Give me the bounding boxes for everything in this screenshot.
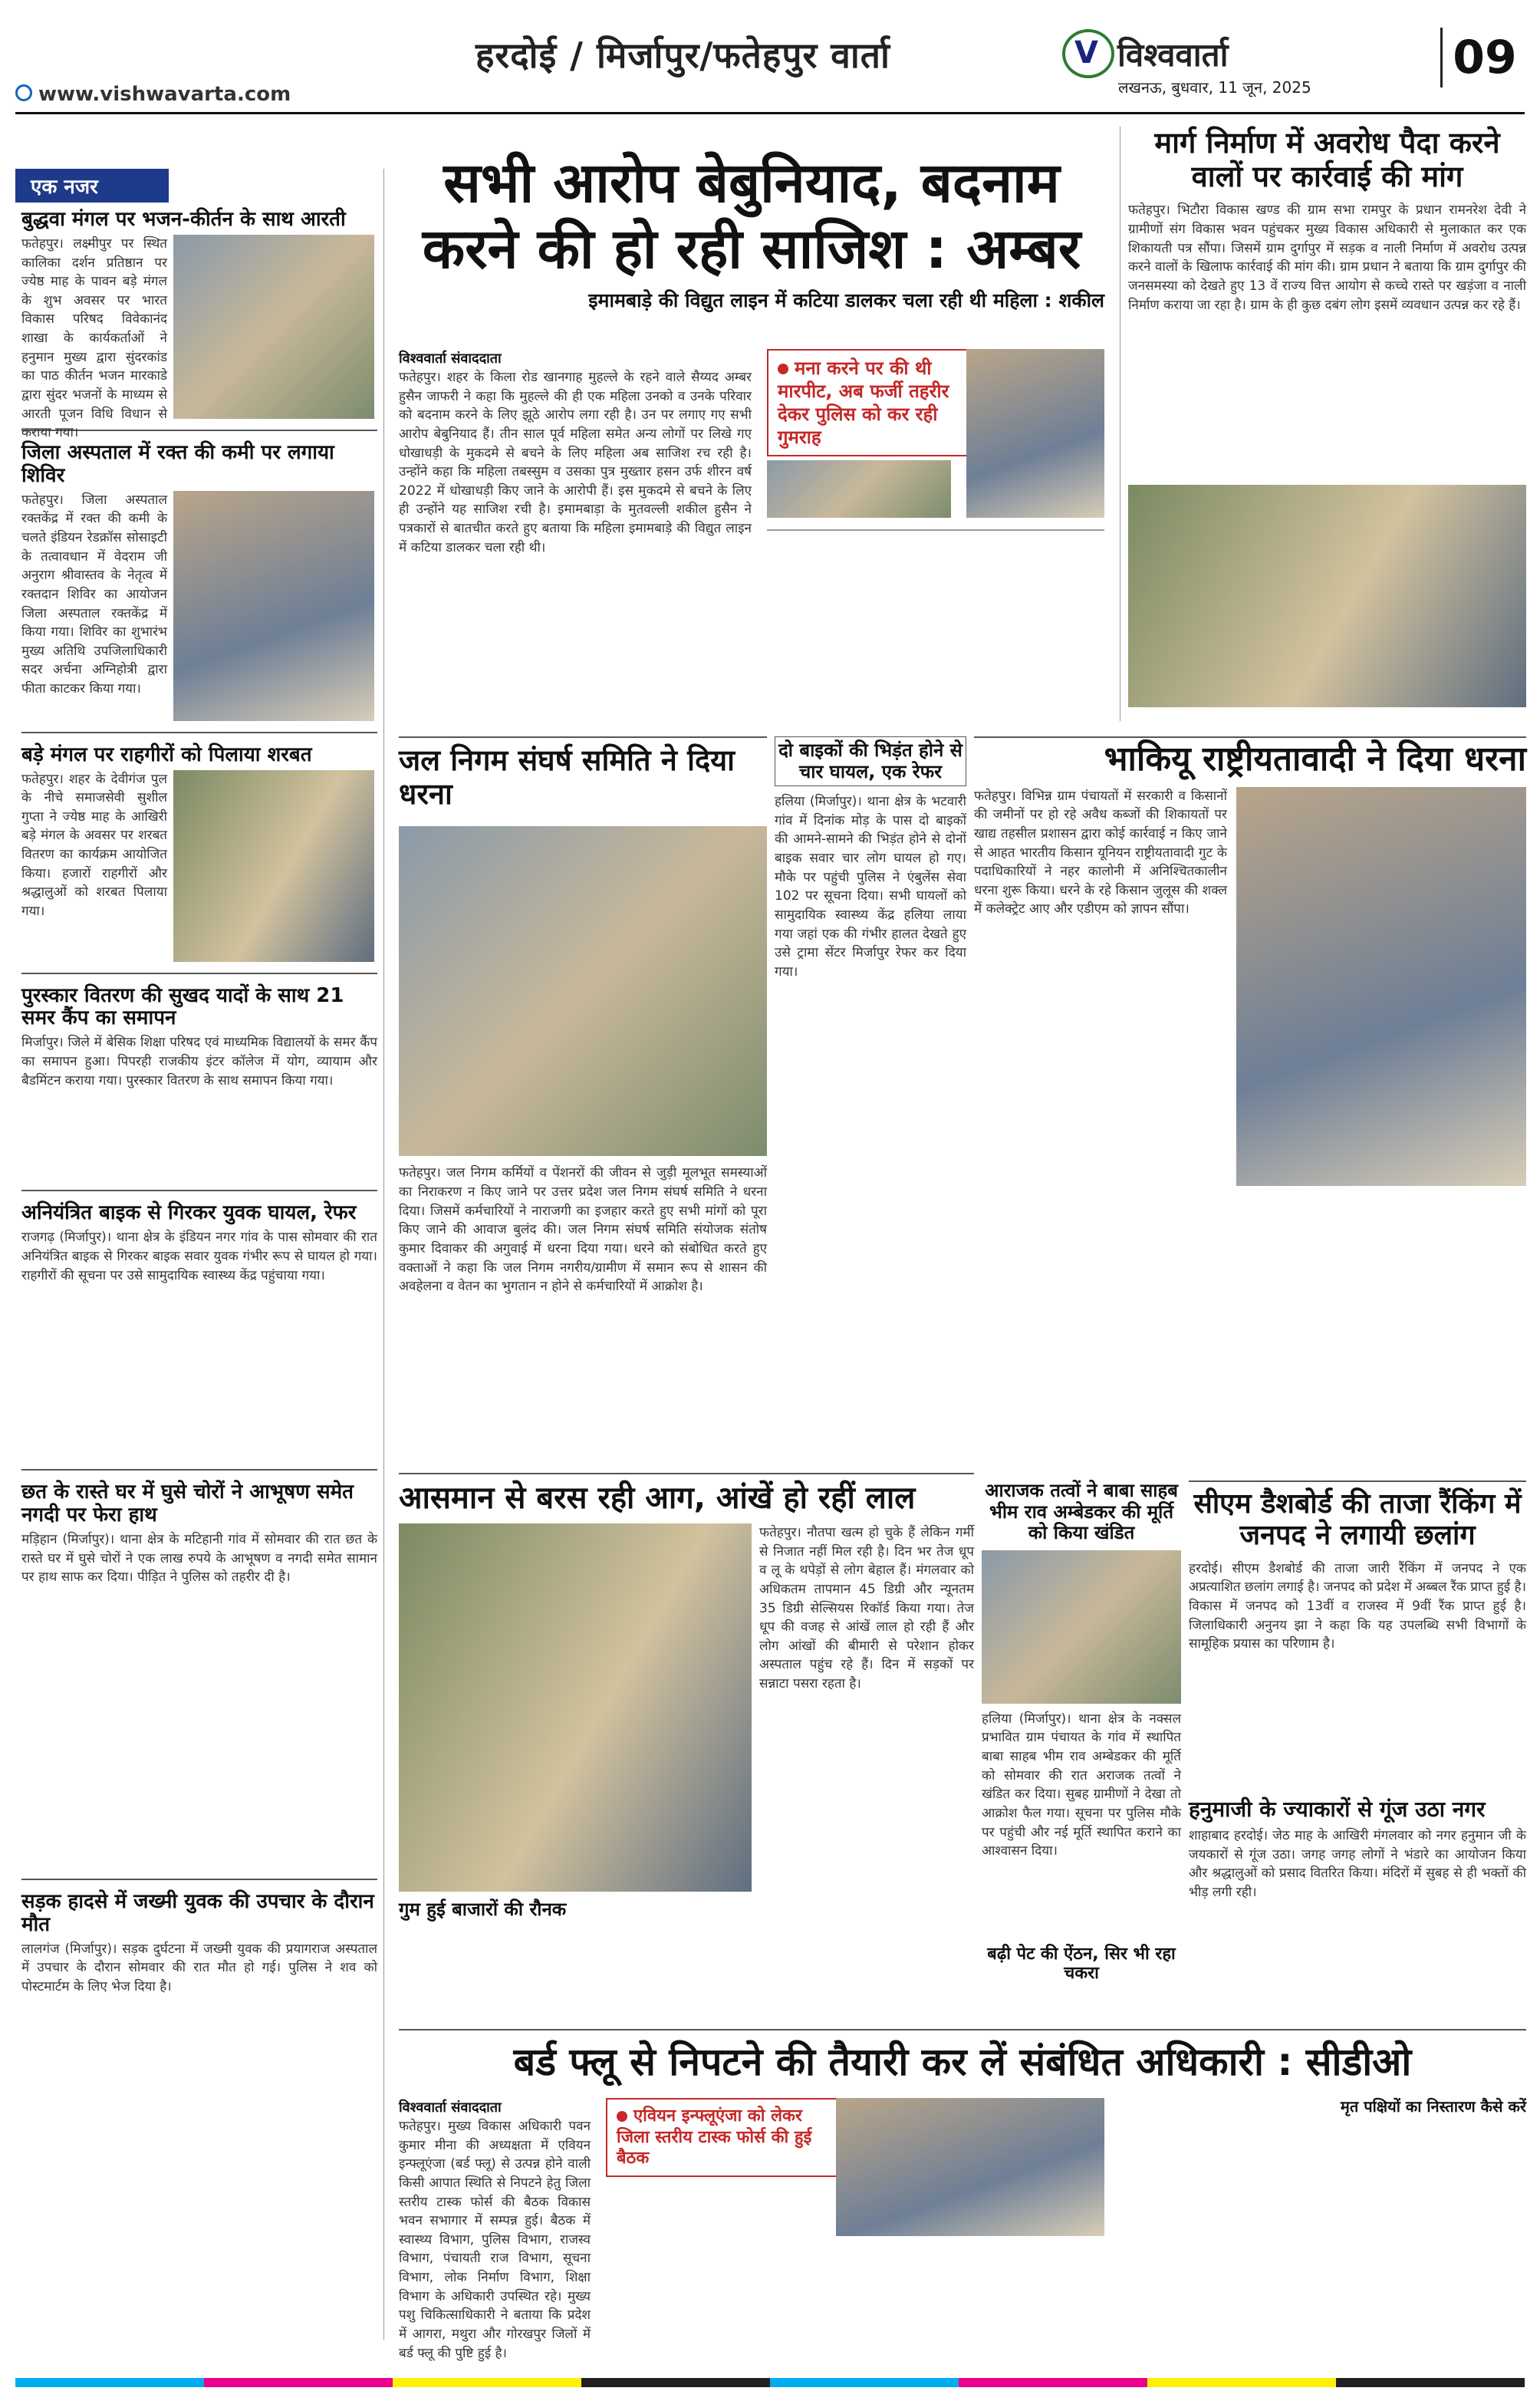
statue-text: हलिया (मिर्जापुर)। थाना क्षेत्र के नक्सल प्रभावित ग्राम पंचायत के गांव में स्थापित बाबा साहब भीम राव अम्बेडकर की मूर्ति को सोमवार की रात अराजक तत्वों ने खंडित कर दिया। सुबह ग्रामीणों ने देखा तो आक्रोश फैल गया। सूचना पर पुलिस मौके पर पहुंची और नई मूर्ति स्थापित कराने का आश्वासन दिया। bbox=[982, 1711, 1181, 1859]
color-swatch bbox=[581, 2378, 770, 2387]
divider bbox=[21, 1879, 377, 1880]
sidebar-story-text: राजगढ़ (मिर्जापुर)। थाना क्षेत्र के इंडियन नगर गांव के पास सोमवार की रात अनियंत्रित बाइक से गिरकर बाइक सवार युवक गंभीर रूप से घायल हो गया। राहगीरों की सूचना पर उसे सामुदायिक स्वास्थ्य केंद्र पहुंचाया गया। bbox=[21, 1230, 377, 1283]
sidebar-column bbox=[15, 169, 384, 2340]
website-icon bbox=[15, 84, 32, 101]
divider bbox=[21, 1190, 377, 1191]
accident-story bbox=[775, 736, 966, 1467]
lead-photo-shakil bbox=[767, 460, 951, 518]
brand-name: विश्ववार्ता bbox=[1117, 36, 1229, 74]
page-section-title: हरदोई / मिर्जापुर/फतेहपुर वार्ता bbox=[475, 35, 890, 76]
heat-photo bbox=[399, 1523, 752, 1892]
sidebar-headline: पुरस्कार वितरण की सुखद यादों के साथ 21 समर कैंप का समापन bbox=[21, 983, 344, 1030]
sidebar-story-text: फतेहपुर। जिला अस्पताल रक्तकेंद्र में रक्त की कमी के चलते इंडियन रेडक्रॉस सोसाइटी के तत्वावधान में वेदराम जी अनुराग श्रीवास्तव के नेतृत्व में रक्तदान शिविर का आयोजन जिला अस्पताल रक्तकेंद्र में किया गया। शिविर का शुभारंभ मुख्य अतिथि उपजिलाधिकारी सदर अर्चना अग्निहोत्री द्वारा फीता काटकर किया गया। bbox=[21, 492, 167, 697]
divider bbox=[399, 1473, 974, 1474]
accident-headline: दो बाइकों की भिड़ंत होने से चार घायल, एक रेफर bbox=[775, 736, 966, 786]
sidebar-headline: अनियंत्रित बाइक से गिरकर युवक घायल, रेफर bbox=[21, 1201, 357, 1225]
sidebar-story-text: मिर्जापुर। जिले में बेसिक शिक्षा परिषद एवं माध्यमिक विद्यालयों के समर कैंप का समापन हुआ। पिपरही राजकीय इंटर कॉलेज में योग, व्यायाम और बैडमिंटन कराया गया। पुरस्कार वितरण के साथ समापन किया गया। bbox=[21, 1035, 377, 1089]
birdflu-subhead: मृत पक्षियों का निस्तारण कैसे करें bbox=[1340, 2097, 1526, 2116]
road-photo-villagers bbox=[1128, 485, 1526, 707]
bku-story bbox=[974, 740, 1526, 1186]
divider bbox=[399, 2029, 1526, 2030]
sidebar-headline: छत के रास्ते घर में घुसे चोरों ने आभूषण समेत नगदी पर फेरा हाथ bbox=[21, 1480, 354, 1527]
statue-headline: आराजक तत्वों ने बाबा साहब भीम राव अम्बेडकर की मूर्ति को किया खंडित bbox=[985, 1480, 1178, 1544]
bku-headline: भाकियू राष्ट्रीयतावादी ने दिया धरना bbox=[1104, 739, 1526, 779]
color-swatch bbox=[15, 2378, 204, 2387]
lead-text: फतेहपुर। शहर के किला रोड खानगाह मुहल्ले के रहने वाले सैय्यद अम्बर हुसैन जाफरी ने कहा कि मुहल्ले की ही एक महिला उनको व उनके परिवार को बदनाम करने के लिए झूठे आरोप लगा रही है। उन पर लगाए गए सभी आरोप बेबुनियाद हैं। तीन साल पूर्व महिला समेत अन्य लोगों पर लिखे गए धोखाधड़ी के मुकदमे से बचने के लिए महिला अब साजिश रच रही है। उन्होंने कहा कि महिला तबस्सुम व उसका पुत्र मुख्तार हसन उर्फ शीरन वर्ष 2022 में धोखाधड़ी किए जाने के आरोपी हैं। इस मुकदमे से बचने के लिए ही उन्होंने यह साजिश रची है। इमामबाड़ा के मुतवल्ली शकील हुसैन ने पत्रकारों से बातचीत करते हुए बताया कि महिला इमामबाड़े की विद्युत लाइन में कटिया डालकर चला रही थी। bbox=[399, 370, 752, 555]
birdflu-kicker: एवियन इन्फ्लूएंजा को लेकर जिला स्तरीय टास्क फोर्स की हुई बैठक bbox=[606, 2098, 842, 2177]
sidebar-story-text: फतेहपुर। शहर के देवीगंज पुल के नीचे समाजसेवी सुशील गुप्ता ने ज्येष्ठ माह के आखिरी बड़े मंगल के अवसर पर शरबत वितरण का कार्यक्रम आयोजित किया। हजारों राहगीरों और श्रद्धालुओं को शरबत पिलाया गया। bbox=[21, 771, 167, 920]
road-headline: मार्ग निर्माण में अवरोध पैदा करने वालों पर कार्रवाई की मांग bbox=[1154, 126, 1500, 193]
color-swatch bbox=[1147, 2378, 1336, 2387]
page-number: 09 bbox=[1440, 28, 1527, 87]
dateline: लखनऊ, बुधवार, 11 जून, 2025 bbox=[1118, 78, 1311, 97]
lead-subhead: इमामबाड़े की विद्युत लाइन में कटिया डालकर चला रही थी महिला : शकील bbox=[588, 288, 1104, 311]
road-story bbox=[1120, 127, 1526, 721]
divider bbox=[399, 736, 767, 738]
color-swatch bbox=[204, 2378, 393, 2387]
bullet-icon bbox=[617, 2111, 627, 2122]
hanuman-headline: हनुमाजी के ज्याकारों से गूंज उठा नगर bbox=[1189, 1796, 1486, 1822]
sidebar-photo-sharbat bbox=[173, 770, 374, 962]
divider bbox=[974, 736, 1526, 738]
header-rule bbox=[15, 112, 1525, 114]
dharna-text: फतेहपुर। जल निगम कर्मियों व पेंशनरों की जीवन से जुड़ी मूलभूत समस्याओं का निराकरण न किए जाने पर उत्तर प्रदेश जल निगम संघर्ष समिति ने धरना दिया। जिसमें कर्मचारियों ने नाराजगी का इजहार करते हुए सभी मांगों को पूरा किए जाने की आवाज बुलंद की। जल निगम संघर्ष समिति संयोजक संतोष कुमार दिवाकर की अगुवाई में धरना दिया गया। धरने को संबोधित करते हुए वक्ताओं ने कहा कि जल निगम नगरीय/ग्रामीण में समान रूप से शासन की अवहेलना व वेतन का भुगतान न होने से कर्मचारियों में आक्रोश है। bbox=[399, 1165, 767, 1295]
sidebar-photo-blood-camp bbox=[173, 491, 374, 721]
divider bbox=[21, 1469, 377, 1471]
dharna-headline: जल निगम संघर्ष समिति ने दिया धरना bbox=[399, 743, 735, 811]
sidebar-headline: बुद्धवा मंगल पर भजन-कीर्तन के साथ आरती bbox=[21, 208, 346, 231]
statue-story bbox=[982, 1480, 1181, 1983]
sidebar-headline: बड़े मंगल पर राहगीरों को पिलाया शरबत bbox=[21, 743, 312, 766]
sidebar-photo-bhajan bbox=[173, 235, 374, 419]
birdflu-photo bbox=[836, 2098, 1104, 2236]
bullet-icon bbox=[778, 364, 788, 374]
sidebar-story-text: फतेहपुर। लक्ष्मीपुर पर स्थित कालिका दर्शन प्रतिष्ठान पर ज्येष्ठ माह के पावन बड़े मंगल के शुभ अवसर पर भारत विकास परिषद विवेकानंद शाखा के कार्यकर्ताओं ने हनुमान मुख्य द्वारा सुंदरकांड का पाठ कीर्तन भजन मारकाडे द्वारा सुंदर भजनों के माध्यम से आरती पूजन विधि विधान से कराया गया। bbox=[21, 235, 167, 441]
color-swatch bbox=[959, 2378, 1147, 2387]
birdflu-headline: बर्ड फ्लू से निपटने की तैयारी कर लें संबंधित अधिकारी : सीडीओ bbox=[513, 2040, 1412, 2084]
birdflu-right bbox=[1120, 2098, 1526, 2116]
logo-v-icon: V bbox=[1062, 29, 1114, 78]
cm-text: हरदोई। सीएम डैशबोर्ड की ताजा जारी रैंकिंग में जनपद ने एक अप्रत्याशित छलांग लगाई है। जनपद को प्रदेश में अब्बल रैंक प्राप्त हुई है। विकास में जनपद को 13वीं व राजस्व में 9वीं रैंक प्राप्त हुई है। जिलाधिकारी अनुनय झा ने कहा कि यह उपलब्धि सभी विभागों के सामूहिक प्रयास का परिणाम है। bbox=[1189, 1560, 1526, 1652]
bku-text: फतेहपुर। विभिन्न ग्राम पंचायतों में सरकारी व किसानों की जमीनों पर हो रहे अवैध कब्जों की शिकायतों पर खाद्य तहसील प्रशासन द्वारा कोई कार्रवाई न किए जाने से आहत भारतीय किसान यूनियन राष्ट्रीयतावादी गुट के पदाधिकारियों ने नहर कालोनी में अनिश्चितकालीन धरना शुरू किया। धरने के रहे किसान जुलूस की शक्ल में कलेक्ट्रेट आए और एडीएम को ज्ञापन सौंपा। bbox=[974, 788, 1227, 917]
heat-subhead: गुम हुई बाजारों की रौनक bbox=[399, 1899, 567, 1920]
sidebar-headline: जिला अस्पताल में रक्त की कमी पर लगाया शिविर bbox=[21, 440, 334, 487]
divider bbox=[21, 973, 377, 974]
accident-text: हलिया (मिर्जापुर)। थाना क्षेत्र के भटवारी गांव में दिनांक मोड़ के पास दो बाइकों की आमने-सामने की भिड़ंत होने से दोनों बाइक सवार चार लोग घायल हो गए। मौके पर पहुंची पुलिस ने एंबुलेंस सेवा 102 पर सूचना दिया। सभी घायलों को सामुदायिक स्वास्थ्य केंद्र हलिया लाया गया जहां एक की गंभीर हालत देखते हुए उसे ट्रामा सेंटर मिर्जापुर रेफर कर दिया गया। bbox=[775, 794, 966, 980]
lead-kicker: मना करने पर की थी मारपीट, अब फर्जी तहरीर देकर पुलिस को कर रही गुमराह bbox=[767, 349, 972, 456]
bku-photo bbox=[1236, 787, 1526, 1186]
divider bbox=[767, 529, 1104, 531]
heat-headline: आसमान से बरस रही आग, आंखें हो रहीं लाल bbox=[399, 1480, 916, 1516]
divider bbox=[21, 732, 377, 733]
dharna-photo bbox=[399, 826, 767, 1156]
hanuman-text: शाहाबाद हरदोई। जेठ माह के आखिरी मंगलवार को नगर हनुमान जी के जयकारों से गूंज उठा। जगह जगह लोगों ने भंडारे का आयोजन किया और श्रद्धालुओं को प्रसाद वितरित किया। मंदिरों में सुबह से ही भक्तों की भीड़ लगी रही। bbox=[1189, 1827, 1526, 1900]
heat-text: फतेहपुर। नौतपा खत्म हो चुके हैं लेकिन गर्मी से निजात नहीं मिल रही है। दिन भर तेज धूप व लू के थपेड़ों से लोग बेहाल हैं। मंगलवार को अधिकतम तापमान 45 डिग्री और न्यूनतम 35 डिग्री सेल्सियस रिकॉर्ड किया गया। तेज धूप की वजह से आंखें लाल हो रही हैं और लोग आंखों की बीमारी से परेशान होकर अस्पताल पहुंच रहे हैं। दिन में सड़कों पर सन्नाटा पसरा रहता है। bbox=[759, 1525, 974, 1692]
lead-headline: सभी आरोप बेबुनियाद, बदनाम करने की हो रही साजिश : अम्बर bbox=[422, 150, 1081, 282]
sidebar-label: एक नजर bbox=[15, 169, 169, 203]
color-swatch bbox=[770, 2378, 959, 2387]
lead-story bbox=[399, 150, 1104, 313]
print-color-bar bbox=[15, 2378, 1525, 2387]
dharna-story bbox=[399, 744, 767, 1501]
birdflu-byline: विश्ववार्ता संवाददाता bbox=[399, 2100, 502, 2116]
lead-byline: विश्ववार्ता संवाददाता bbox=[399, 351, 502, 367]
lead-photo-amber bbox=[966, 349, 1104, 518]
sidebar-story-text: मड़िहान (मिर्जापुर)। थाना क्षेत्र के मटिहानी गांव में सोमवार की रात छत के रास्ते घर में घुसे चोरों ने एक लाख रुपये के आभूषण व नगदी समेत सामान पर हाथ साफ कर दिया। पीड़ित ने पुलिस को तहरीर दी है। bbox=[21, 1532, 377, 1586]
cm-story bbox=[1189, 1488, 1526, 1972]
heat-subhead-2: बढ़ी पेट की ऐंठन, सिर भी रहा चकरा bbox=[987, 1944, 1176, 1984]
sidebar-story-text: लालगंज (मिर्जापुर)। सड़क दुर्घटना में जख्मी युवक की प्रयागराज अस्पताल में उपचार के दौरान सोमवार की रात मौत हो गई। पुलिस ने शव को पोस्टमार्टम के लिए भेज दिया है। bbox=[21, 1941, 377, 1995]
divider bbox=[1189, 1480, 1526, 1482]
color-swatch bbox=[1336, 2378, 1525, 2387]
road-text: फतेहपुर। भिटौरा विकास खण्ड की ग्राम सभा रामपुर के प्रधान रामनरेश देवी ने ग्रामीणों संग विकास भवन पहुंचकर मुख्य विकास अधिकारी से मुलाकात कर एक शिकायती पत्र सौंपा। जिसमें ग्राम दुर्गापुर में सड़क व नाली निर्माण में अवरोध उत्पन्न करने वालों के खिलाफ कार्रवाई की मांग की। ग्राम प्रधान ने बताया कि ग्राम दुर्गापुर की जनसमस्या को देखते हुए 13 वें राज्य वित्त आयोग से कच्चे रास्ते पर खड़ंजा व नाली निर्माण कराया जा रहा है। ग्राम के ही कुछ दबंग लोग इसमें व्यवधान उत्पन्न कर रहे हैं। bbox=[1128, 203, 1526, 313]
sidebar-headline: सड़क हादसे में जख्मी युवक की उपचार के दौरान मौत bbox=[21, 1890, 374, 1936]
website-url[interactable]: www.vishwavarta.com bbox=[38, 83, 291, 106]
heat-story bbox=[399, 1480, 974, 1921]
brand-logo bbox=[1062, 29, 1384, 75]
color-swatch bbox=[393, 2378, 581, 2387]
birdflu-text: फतेहपुर। मुख्य विकास अधिकारी पवन कुमार मीना की अध्यक्षता में एवियन इन्फ्लूएंजा (बर्ड फ्लू) से उत्पन्न होने वाली किसी आपात स्थिति से निपटने हेतु जिला स्तरीय टास्क फोर्स की बैठक विकास भवन सभागार में सम्पन्न हुई। बैठक में स्वास्थ्य विभाग, पुलिस विभाग, राजस्व विभाग, पंचायती राज विभाग, सूचना विभाग, लोक निर्माण विभाग, शिक्षा विभाग के अधिकारी उपस्थित रहे। मुख्य पशु चिकित्साधिकारी ने बताया कि प्रदेश में आगरा, मथुरा और गोरखपुर जिलों में बर्ड फ्लू की पुष्टि हुई है। bbox=[399, 2119, 591, 2361]
cm-headline: सीएम डैशबोर्ड की ताजा रैंकिंग में जनपद ने लगायी छलांग bbox=[1193, 1488, 1522, 1552]
statue-photo bbox=[982, 1550, 1181, 1704]
